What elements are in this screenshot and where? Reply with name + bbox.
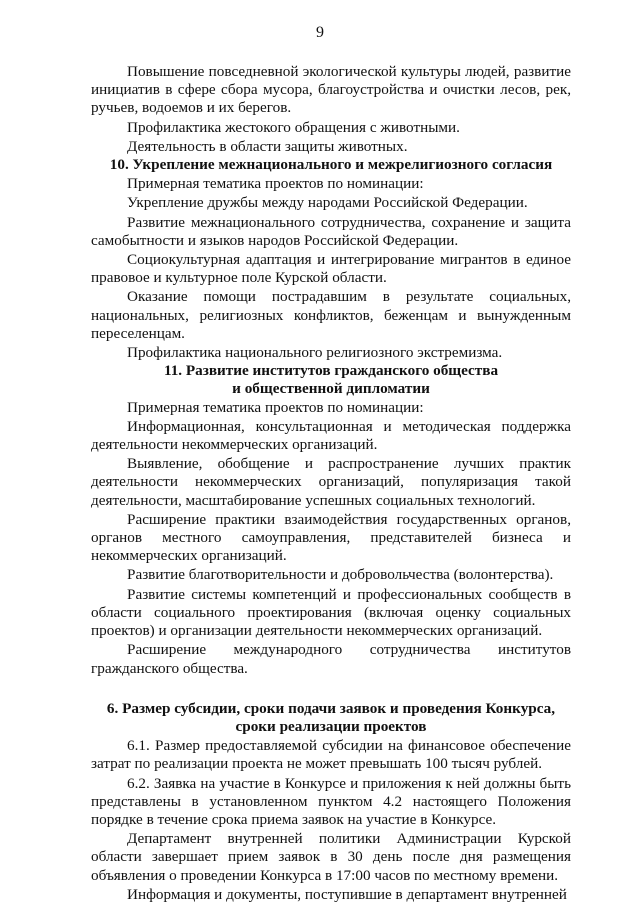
document-body	[91, 63, 571, 904]
paragraph: Оказание помощи пострадавшим в результате социальных, национальных, религиозных конфликтов, беженцам и вынужденным переселенцам.	[91, 288, 571, 342]
paragraph: Расширение практики взаимодействия государственных органов, органов местного самоуправления, представителей бизнеса и некоммерческих организаций.	[91, 510, 571, 565]
paragraph: Повышение повседневной экологической культуры людей, развитие инициатив в сфере сбора мусора, благоустройства и очистки лесов, рек, ручьев, водоемов и их берегов.	[91, 63, 571, 117]
section-heading: 11. Развитие институтов гражданского общества	[163, 362, 499, 380]
paragraph: Профилактика жестокого обращения с животными.	[127, 118, 460, 136]
section-heading: 10. Укрепление межнационального и межрелигиозного согласия	[109, 156, 553, 174]
paragraph: Развитие системы компетенций и профессиональных сообществ в области социального проектирования (включая оценку социальных проектов) и организации деятельности некоммерческих организаций.	[91, 585, 571, 640]
paragraph: Примерная тематика проектов по номинации:	[127, 398, 424, 416]
paragraph: Расширение международного сотрудничества институтов гражданского общества.	[91, 641, 571, 677]
page-number: 9	[316, 24, 324, 41]
paragraph: Выявление, обобщение и распространение лучших практик деятельности некоммерческих организаций, популяризация такой деятельности, масштабирование успешных социальных технологий.	[91, 455, 571, 509]
paragraph: Укрепление дружбы между народами Российской Федерации.	[127, 194, 528, 212]
paragraph: Профилактика национального религиозного экстремизма.	[127, 344, 503, 362]
section-heading-continued: и общественной дипломатии	[232, 380, 430, 398]
paragraph: Развитие межнационального сотрудничества, сохранение и защита самобытности и языков народов Российской Федерации.	[91, 213, 571, 249]
paragraph: Развитие благотворительности и добровольчества (волонтерства).	[127, 566, 554, 584]
section-heading: 6. Размер субсидии, сроки подачи заявок и проведения Конкурса,	[106, 699, 556, 717]
paragraph: Деятельность в области защиты животных.	[127, 137, 408, 155]
paragraph: Департамент внутренней политики Администрации Курской области завершает прием заявок в 30 день после дня размещения объявления о проведении Конкурса в 17:00 часов по местному времени.	[91, 830, 571, 884]
paragraph: Социокультурная адаптация и интегрирование мигрантов в единое правовое и культурное поле Курской области.	[91, 251, 571, 287]
paragraph: 6.1. Размер предоставляемой субсидии на финансовое обеспечение затрат по реализации проекта не может превышать 100 тысяч рублей.	[91, 737, 571, 773]
paragraph: Информационная, консультационная и методическая поддержка деятельности некоммерческих организаций.	[91, 417, 571, 454]
paragraph: Примерная тематика проектов по номинации:	[127, 175, 424, 193]
paragraph: 6.2. Заявка на участие в Конкурсе и приложения к ней должны быть представлены в установленном пунктом 4.2 настоящего Положения порядке в течение срока приема заявок на участие в Конкурсе.	[91, 774, 571, 828]
paragraph: Информация и документы, поступившие в департамент внутренней	[127, 885, 567, 903]
section-heading-continued: сроки реализации проектов	[235, 717, 427, 735]
